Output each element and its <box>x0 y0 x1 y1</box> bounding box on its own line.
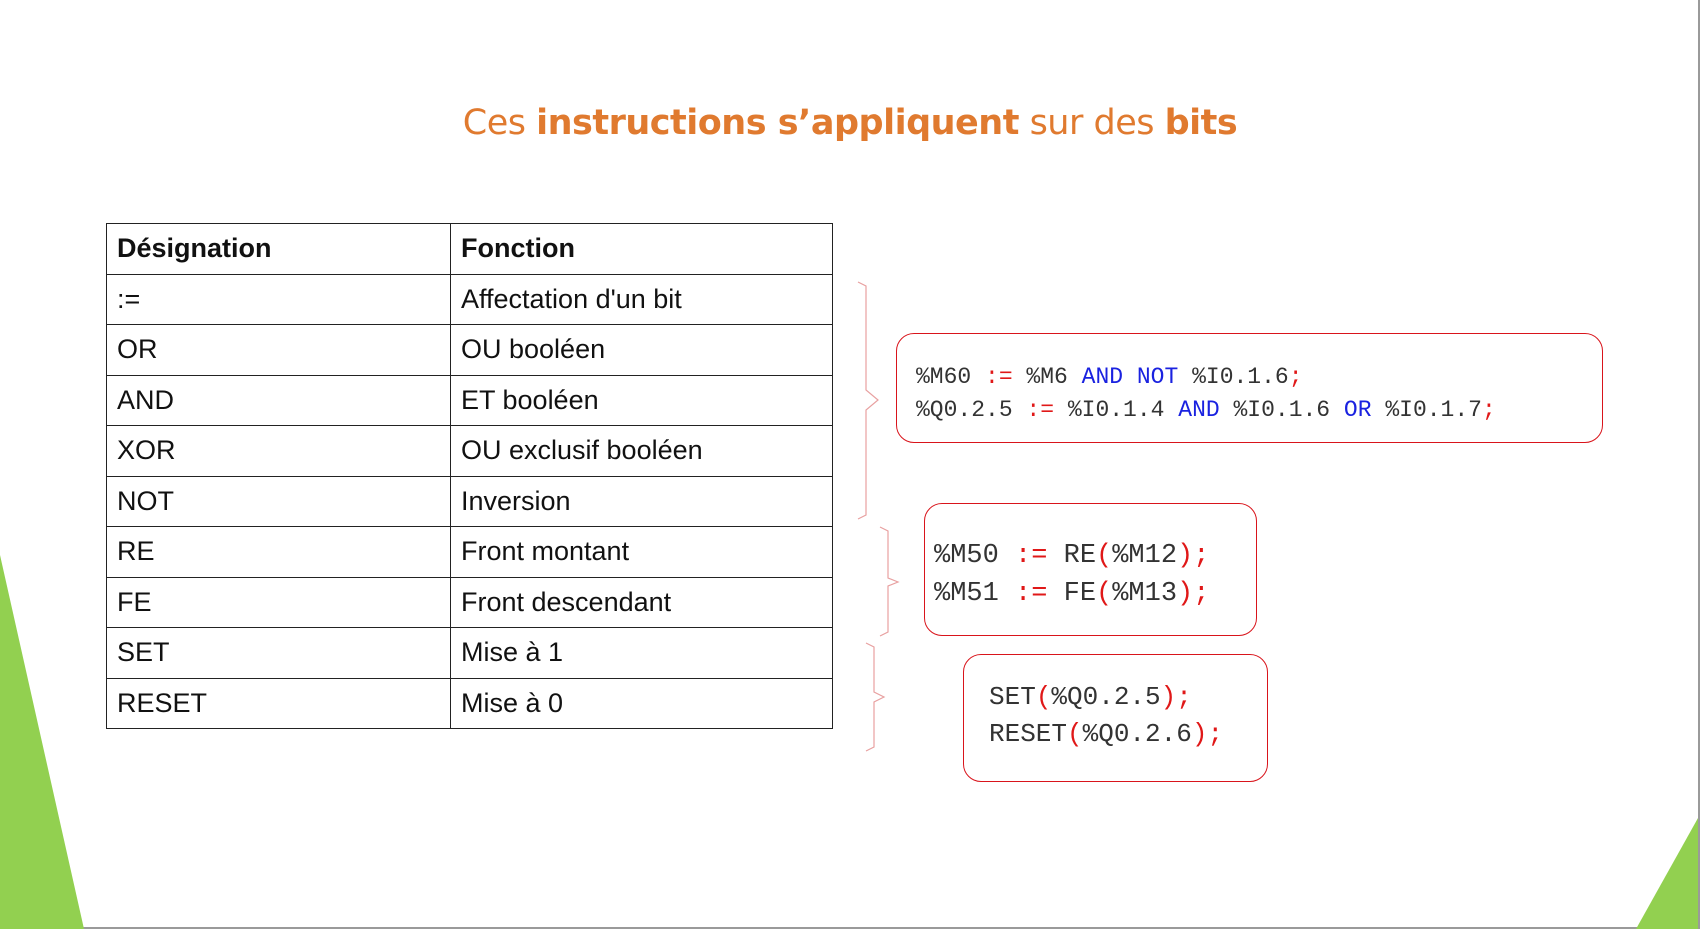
code-token: %M60 <box>916 364 986 390</box>
bracket-assign <box>858 282 878 519</box>
code-token: NOT <box>1136 364 1179 390</box>
code-token: ( <box>1096 541 1113 571</box>
function-cell: Affectation d'un bit <box>451 274 833 325</box>
designation-cell: RESET <box>107 678 451 729</box>
bracket-edges <box>880 527 898 636</box>
code-token: ( <box>1096 579 1113 609</box>
code-line <box>916 361 1602 394</box>
code-token: AND <box>1178 397 1220 423</box>
table-row <box>107 628 833 679</box>
code-line <box>916 394 1602 427</box>
code-token: RE <box>1047 541 1097 571</box>
function-cell: Mise à 0 <box>451 678 833 729</box>
code-token: ); <box>1160 682 1192 712</box>
code-token: %I0.1.7 <box>1371 397 1482 423</box>
designation-cell: SET <box>107 628 451 679</box>
code-line <box>934 575 1256 613</box>
designation-cell: NOT <box>107 476 451 527</box>
code-token: ); <box>1177 579 1210 609</box>
table-row <box>107 375 833 426</box>
code-token: := <box>985 364 1013 390</box>
code-token: %I0.1.4 <box>1054 397 1179 423</box>
code-token: AND <box>1081 364 1124 390</box>
code-token: := <box>1015 579 1048 609</box>
table-row <box>107 527 833 578</box>
code-token: %M12 <box>1112 541 1178 571</box>
code-line <box>989 679 1267 716</box>
table-row <box>107 476 833 527</box>
code-token: := <box>1015 541 1048 571</box>
code-token: %I0.1.6 <box>1178 364 1289 390</box>
function-cell: OU exclusif booléen <box>451 426 833 477</box>
table-header-row <box>107 224 833 275</box>
code-token: ( <box>1035 682 1052 712</box>
bracket-setreset <box>866 643 884 751</box>
table-row <box>107 678 833 729</box>
right-green-triangle <box>1636 818 1698 929</box>
code-token: ); <box>1177 541 1210 571</box>
function-cell: Mise à 1 <box>451 628 833 679</box>
code-token: %M6 <box>1012 364 1082 390</box>
code-token: %Q0.2.5 <box>916 397 1027 423</box>
code-token: SET <box>989 682 1036 712</box>
function-cell: Front montant <box>451 527 833 578</box>
code-token: %M51 <box>934 579 1016 609</box>
table-row <box>107 577 833 628</box>
designation-cell: XOR <box>107 426 451 477</box>
code-token: %M50 <box>934 541 1016 571</box>
designation-cell: FE <box>107 577 451 628</box>
code-line <box>989 716 1267 753</box>
code-token: %Q0.2.6 <box>1082 719 1192 749</box>
table-row <box>107 274 833 325</box>
designation-cell: RE <box>107 527 451 578</box>
code-token: %M13 <box>1112 579 1178 609</box>
designation-cell: AND <box>107 375 451 426</box>
code-token: %I0.1.6 <box>1219 397 1344 423</box>
instruction-table <box>106 223 833 729</box>
function-cell: ET booléen <box>451 375 833 426</box>
function-cell: Inversion <box>451 476 833 527</box>
code-example-set-reset <box>963 654 1268 782</box>
code-token: ); <box>1191 719 1224 749</box>
table-row <box>107 325 833 376</box>
designation-cell: OR <box>107 325 451 376</box>
code-line <box>934 537 1256 575</box>
slide-title: Ces instructions s’appliquent sur des bits <box>462 103 1238 143</box>
code-example-edges <box>924 503 1257 636</box>
table-row <box>107 426 833 477</box>
code-example-assign <box>896 333 1603 443</box>
code-token: OR <box>1343 397 1372 423</box>
code-token: FE <box>1047 579 1097 609</box>
code-token: := <box>1026 397 1055 423</box>
function-cell: Front descendant <box>451 577 833 628</box>
header-fonction: Fonction <box>451 224 833 275</box>
code-token <box>1123 364 1137 390</box>
code-token: ; <box>1481 397 1496 423</box>
left-green-triangle <box>0 555 84 929</box>
code-token: ; <box>1288 364 1303 390</box>
code-token: ( <box>1067 719 1083 749</box>
code-token: %Q0.2.5 <box>1051 682 1161 712</box>
header-designation: Désignation <box>107 224 451 275</box>
designation-cell: := <box>107 274 451 325</box>
code-token: RESET <box>989 719 1068 749</box>
function-cell: OU booléen <box>451 325 833 376</box>
